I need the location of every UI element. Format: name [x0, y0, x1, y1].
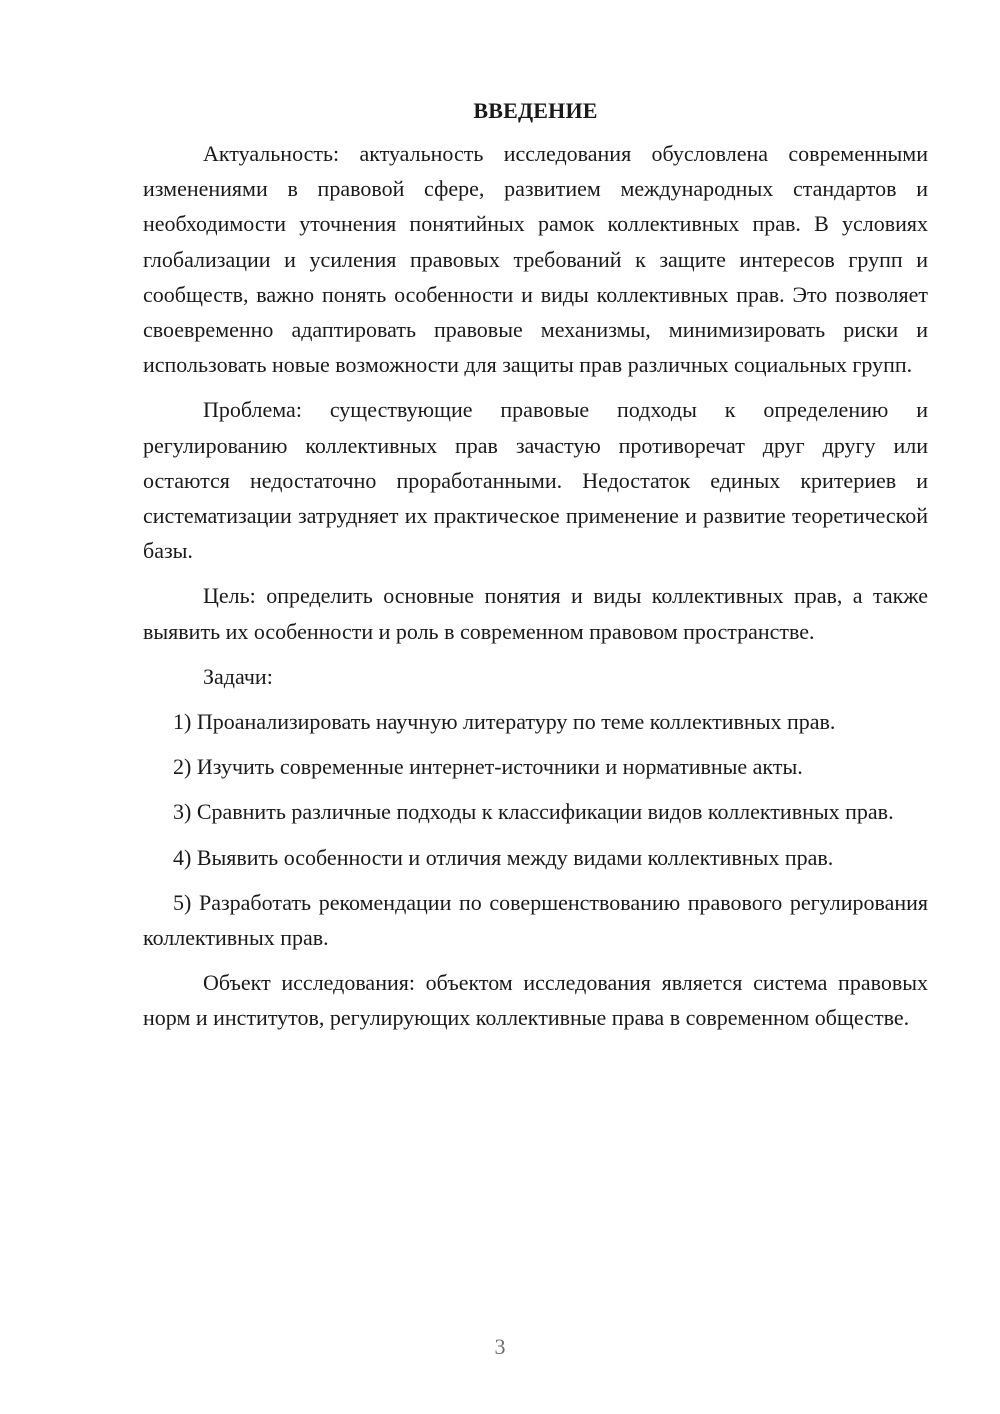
paragraph-goal: Цель: определить основные понятия и виды коллективных прав, а также выявить их особенности и роль в современном правовом пространстве.	[143, 583, 928, 644]
paragraph-problem: Проблема: существующие правовые подходы к определению и регулированию коллективных прав зачастую противоречат друг другу или остаются недостаточно проработанными. Недостаток единых критериев и систематизации затрудняет их практическое применение и развитие теоретической базы.	[143, 397, 928, 564]
paragraph-relevance: Актуальность: актуальность исследования обусловлена современными изменениями в правовой сфере, развитием международных стандартов и необходимости уточнения понятийных рамок коллективных прав. В условиях глобализации и усиления правовых требований к защите интересов групп и сообществ, важно понять особенности и виды коллективных прав. Это позволяет своевременно адаптировать правовые механизмы, минимизировать риски и использовать новые возможности для защиты прав различных социальных групп.	[143, 141, 928, 378]
tasks-heading: Задачи:	[203, 663, 273, 689]
task-item-3: 3) Сравнить различные подходы к классификации видов коллективных прав.	[173, 799, 894, 825]
page-title: ВВЕДЕНИЕ	[473, 98, 598, 123]
page-number: 3	[494, 1334, 506, 1359]
task-item-2: 2) Изучить современные интернет-источники и нормативные акты.	[173, 754, 803, 780]
task-item-5: 5) Разработать рекомендации по совершенствованию правового регулирования коллективных прав.	[143, 889, 928, 951]
task-item-1: 1) Проанализировать научную литературу по теме коллективных прав.	[173, 709, 836, 735]
task-item-4: 4) Выявить особенности и отличия между видами коллективных прав.	[173, 844, 834, 870]
paragraph-object: Объект исследования: объектом исследования является система правовых норм и институтов, регулирующих коллективные права в современном обществе.	[143, 970, 928, 1031]
document-page	[143, 96, 928, 1036]
